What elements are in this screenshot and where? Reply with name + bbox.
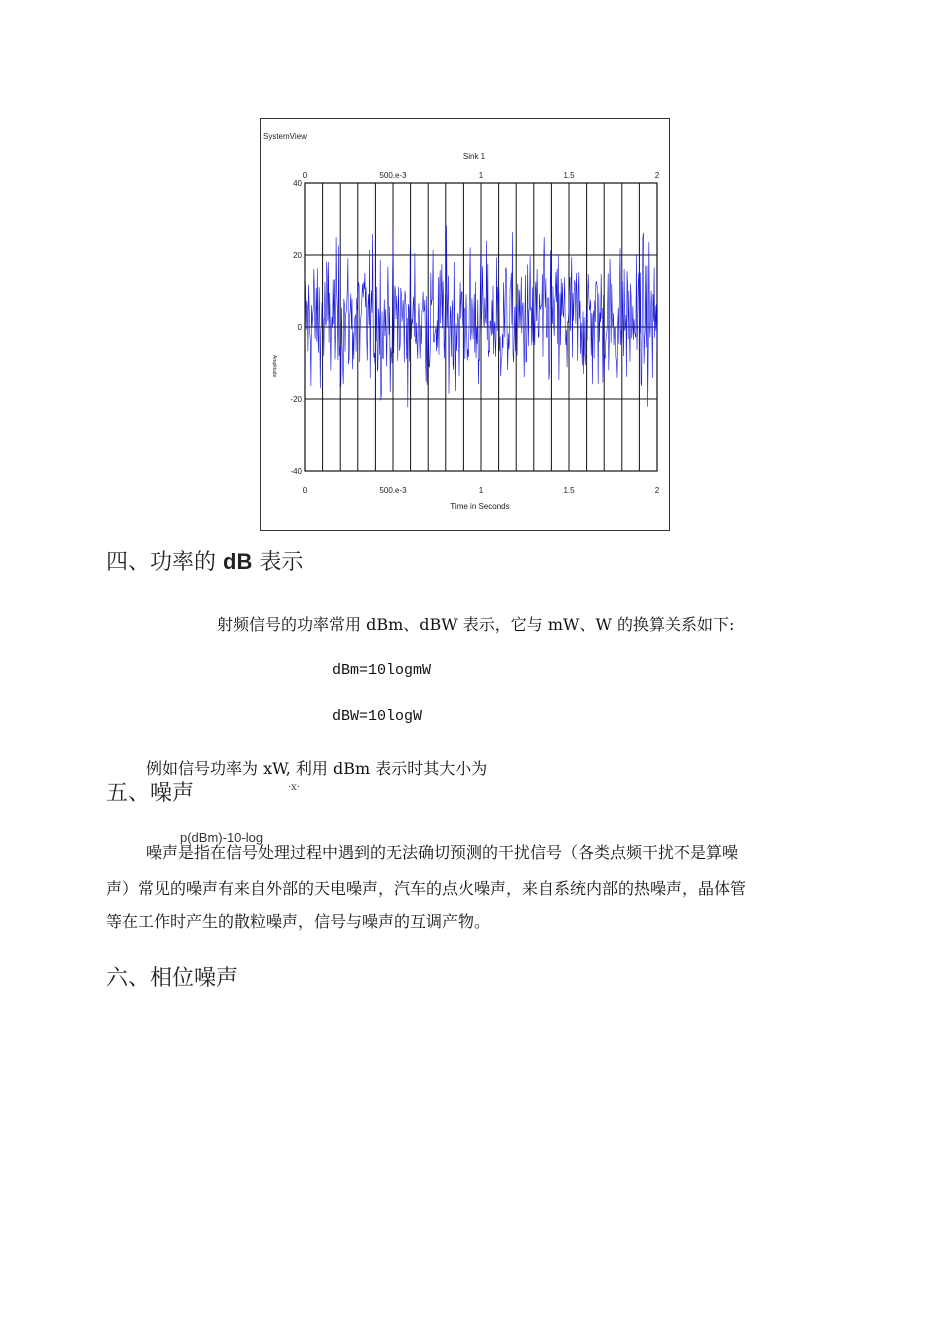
x-tick-label-top: 1 <box>478 171 484 180</box>
x-tick-label-bottom: 500.e-3 <box>379 486 407 495</box>
x-tick-label-bottom: 0 <box>302 486 308 495</box>
section4-heading <box>106 545 303 576</box>
chart-title: Sink 1 <box>462 152 486 161</box>
heading-suffix: 表示 <box>259 550 304 575</box>
formula-dbm: dBm=10logmW <box>332 662 432 679</box>
x-axis-label: Time in Seconds <box>450 502 510 511</box>
noise-para-line2: 声）常见的噪声有来自外部的天电噪声，汽车的点火噪声，来自系统内部的热噪声，晶体管 <box>106 879 747 898</box>
y-tick-label: -40 <box>290 467 302 476</box>
formula-fragment-x: ·x· <box>288 782 300 793</box>
example-text: 例如信号功率为 xW, 利用 dBm 表示时其大小为 <box>146 759 488 778</box>
noise-waveform-figure <box>260 118 670 531</box>
x-tick-label-bottom: 2 <box>654 486 660 495</box>
y-tick-label: 40 <box>293 179 302 188</box>
y-tick-label: 20 <box>293 251 302 260</box>
x-tick-label-bottom: 1 <box>478 486 484 495</box>
noise-para-line1: 噪声是指在信号处理过程中遇到的无法确切预测的干扰信号（各类点频干扰不是算噪 <box>146 843 739 862</box>
x-tick-label-top: 2 <box>654 171 660 180</box>
formula-dbw: dBW=10logW <box>332 708 423 725</box>
y-tick-label: 0 <box>297 323 302 332</box>
x-tick-label-top: 500.e-3 <box>379 171 407 180</box>
section6-heading: 六、相位噪声 <box>106 966 239 991</box>
noise-chart <box>261 119 671 532</box>
y-axis-label: Amplitude <box>271 355 277 378</box>
noise-para-line3: 等在工作时产生的散粒噪声，信号与噪声的互调产物。 <box>106 912 491 931</box>
heading-db: dB <box>223 549 253 574</box>
formula-fragment-log: p(dBm)-10-log <box>180 830 264 845</box>
x-tick-label-top: 0 <box>302 171 308 180</box>
section5-heading: 五、噪声 <box>106 781 195 806</box>
x-tick-label-top: 1.5 <box>563 171 575 180</box>
y-tick-label: -20 <box>290 395 302 404</box>
app-label: SystemView <box>263 132 307 141</box>
section4-intro: 射频信号的功率常用 dBm、dBW 表示，它与 mW、W 的换算关系如下: <box>217 615 735 634</box>
heading-prefix: 四、功率的 <box>106 550 217 575</box>
x-tick-label-bottom: 1.5 <box>563 486 575 495</box>
